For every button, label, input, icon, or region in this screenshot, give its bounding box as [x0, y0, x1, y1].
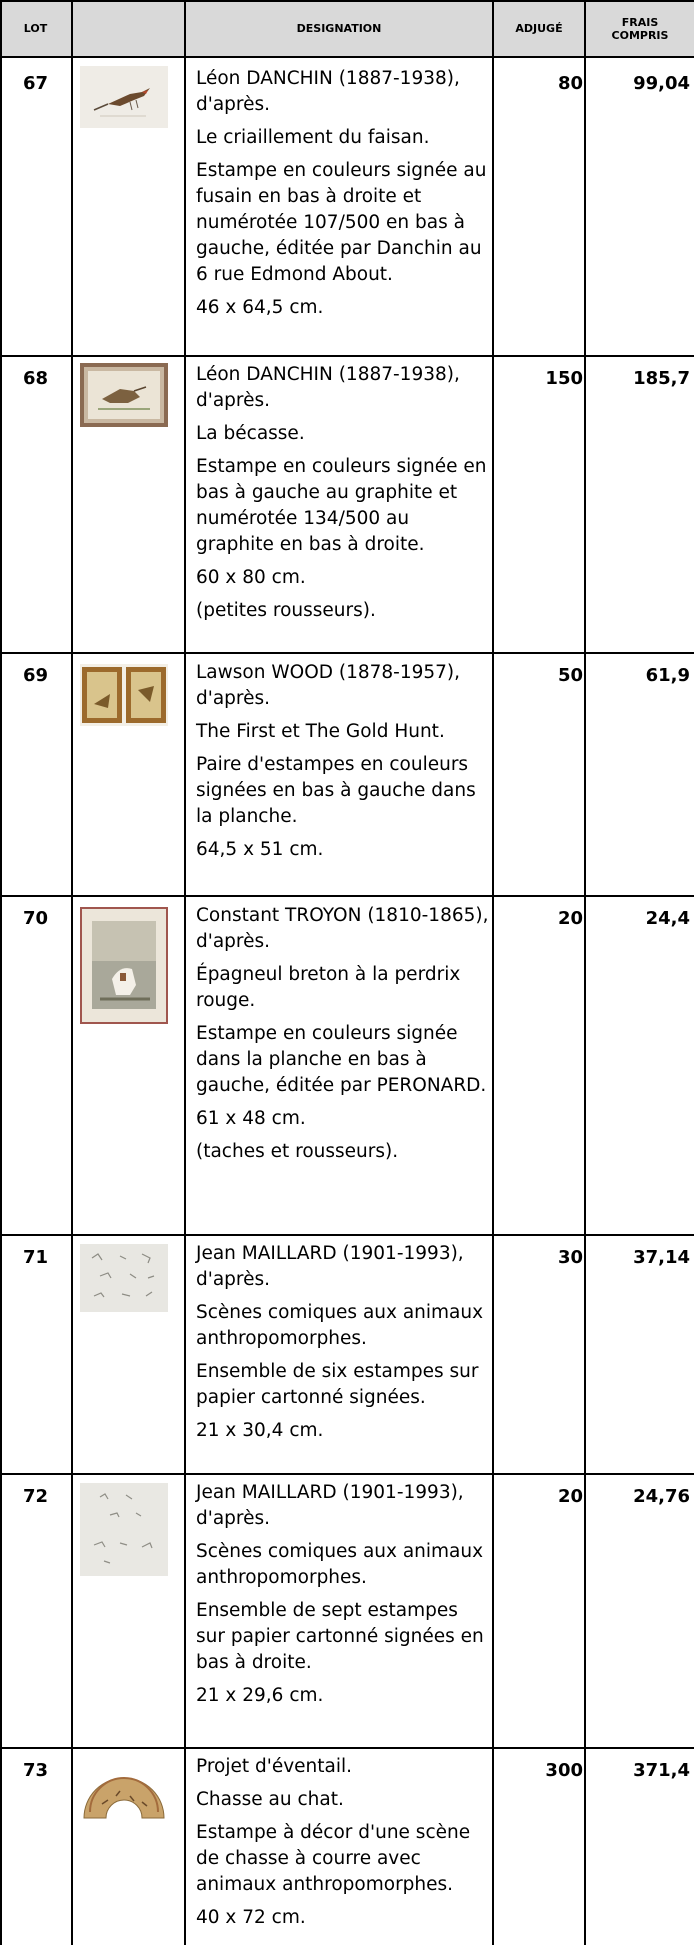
lot-number: 69 [22, 665, 49, 686]
designation-line: Chasse au chat. [196, 1789, 344, 1810]
designation-line: Scènes comiques aux animaux anthropomorphes. [196, 1302, 484, 1349]
spaniel-print-thumbnail [80, 907, 168, 1024]
designation-line: 60 x 80 cm. [196, 567, 306, 588]
pheasant-print-thumbnail [80, 66, 168, 128]
rule [584, 0, 586, 1945]
designation-line: Scènes comiques aux animaux anthropomorphes. [196, 1541, 484, 1588]
designation-line: Estampe en couleurs signée dans la planche en bas à gauche, éditée par PERONARD. [196, 1023, 487, 1096]
designation-line: Constant TROYON (1810-1865), d'après. [196, 905, 489, 952]
designation-line: Estampe en couleurs signée en bas à gauche au graphite et numérotée 134/500 au graphite en bas à droite. [196, 456, 487, 555]
header-lot: LOT [23, 22, 48, 35]
rule [0, 0, 2, 1945]
designation-line: Le criaillement du faisan. [196, 127, 430, 148]
fan-print-thumbnail [80, 1770, 168, 1822]
designation-line: 40 x 72 cm. [196, 1907, 306, 1928]
designation-line: 46 x 64,5 cm. [196, 297, 324, 318]
lot-designation [196, 66, 492, 321]
hammer-price: 80 [557, 73, 583, 94]
rule [184, 0, 186, 1945]
designation-line: Jean MAILLARD (1901-1993), d'après. [196, 1243, 464, 1290]
designation-line: The First et The Gold Hunt. [196, 721, 445, 742]
header-frais: FRAIS COMPRIS [611, 15, 669, 42]
rule [71, 0, 73, 1945]
pair-of-framed-prints-thumbnail [80, 664, 168, 726]
designation-line: Épagneul breton à la perdrix rouge. [196, 964, 461, 1011]
designation-line: Paire d'estampes en couleurs signées en bas à gauche dans la planche. [196, 754, 476, 827]
designation-line: Estampe à décor d'une scène de chasse à courre avec animaux anthropomorphes. [196, 1822, 471, 1895]
rule [0, 0, 694, 2]
rule [492, 0, 494, 1945]
designation-line: (petites rousseurs). [196, 600, 376, 621]
table-header [0, 0, 694, 57]
lot-number: 67 [22, 73, 49, 94]
lot-designation [196, 903, 492, 1165]
lot-number: 72 [22, 1486, 49, 1507]
designation-line: 64,5 x 51 cm. [196, 839, 324, 860]
designation-line: Léon DANCHIN (1887-1938), d'après. [196, 68, 460, 115]
rule [0, 56, 694, 58]
header-designation: DESIGNATION [296, 22, 382, 35]
hammer-price: 150 [545, 368, 583, 389]
price-with-fees: 61,9 [645, 665, 690, 686]
designation-line: Léon DANCHIN (1887-1938), d'après. [196, 364, 460, 411]
animal-sketches-thumbnail [80, 1483, 168, 1576]
designation-line: La bécasse. [196, 423, 305, 444]
hammer-price: 20 [557, 1486, 583, 1507]
designation-line: Ensemble de six estampes sur papier cartonné signées. [196, 1361, 479, 1408]
hammer-price: 30 [557, 1247, 583, 1268]
designation-line: 61 x 48 cm. [196, 1108, 306, 1129]
lot-designation [196, 1754, 492, 1931]
designation-line: Projet d'éventail. [196, 1756, 353, 1777]
designation-line: Jean MAILLARD (1901-1993), d'après. [196, 1482, 464, 1529]
lot-number: 68 [22, 368, 49, 389]
designation-line: 21 x 30,4 cm. [196, 1420, 324, 1441]
designation-line: Ensemble de sept estampes sur papier cartonné signées en bas à droite. [196, 1600, 484, 1673]
price-with-fees: 371,4 [633, 1760, 690, 1781]
designation-line: Estampe en couleurs signée au fusain en bas à droite et numérotée 107/500 en bas à gauche, éditée par Danchin au 6 rue Edmond About. [196, 160, 487, 285]
lot-designation [196, 362, 492, 624]
lot-number: 70 [22, 908, 49, 929]
rule [0, 1747, 694, 1749]
price-with-fees: 24,76 [633, 1486, 690, 1507]
lot-designation [196, 1241, 492, 1444]
lot-designation [196, 1480, 492, 1709]
rule [0, 652, 694, 654]
hammer-price: 50 [557, 665, 583, 686]
hammer-price: 300 [545, 1760, 583, 1781]
price-with-fees: 24,4 [645, 908, 690, 929]
designation-line: 21 x 29,6 cm. [196, 1685, 324, 1706]
designation-line: (taches et rousseurs). [196, 1141, 399, 1162]
price-with-fees: 99,04 [633, 73, 690, 94]
animal-sketches-thumbnail [80, 1244, 168, 1312]
rule [0, 1473, 694, 1475]
lot-designation [196, 660, 492, 863]
rule [0, 355, 694, 357]
rule [0, 1234, 694, 1236]
woodcock-framed-print-thumbnail [80, 363, 168, 427]
lot-number: 73 [22, 1760, 49, 1781]
price-with-fees: 37,14 [633, 1247, 690, 1268]
hammer-price: 20 [557, 908, 583, 929]
header-adjuge: ADJUGÉ [515, 22, 563, 35]
lot-number: 71 [22, 1247, 49, 1268]
rule [0, 895, 694, 897]
price-with-fees: 185,7 [633, 368, 690, 389]
designation-line: Lawson WOOD (1878-1957), d'après. [196, 662, 461, 709]
